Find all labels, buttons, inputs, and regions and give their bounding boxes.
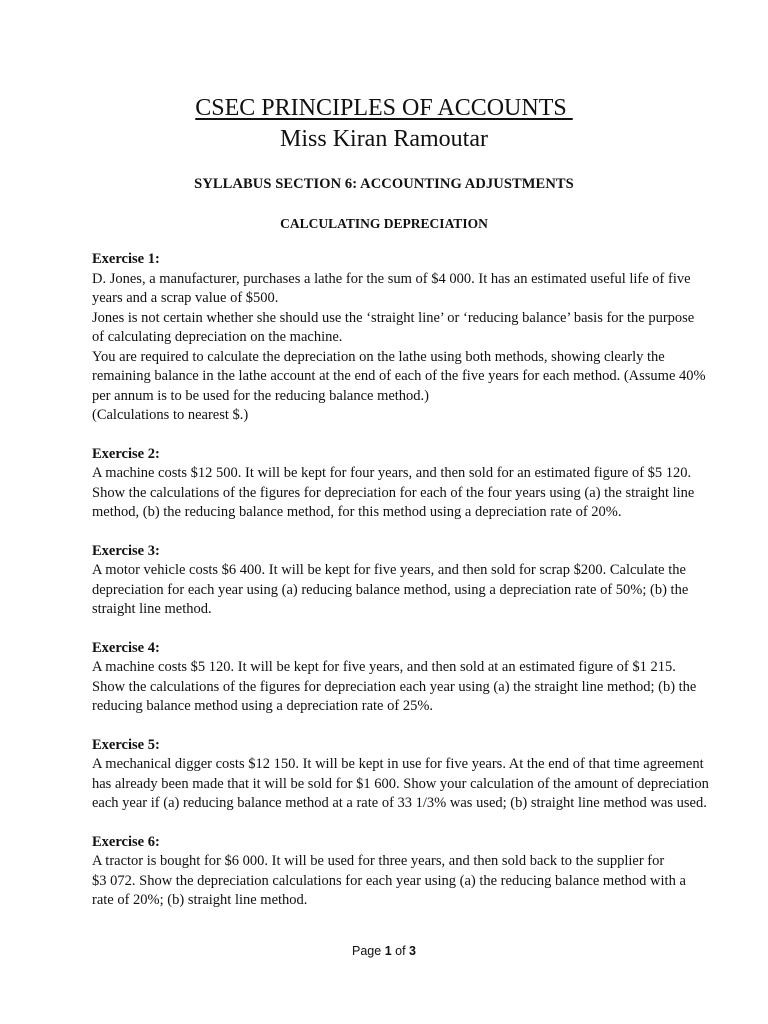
exercise-text-line: A mechanical digger costs $12 150. It will be kept in use for five years. At the end of that time agreement: [92, 756, 704, 772]
exercise-text-line: of calculating depreciation on the machine.: [92, 329, 343, 345]
exercise-text-line: Show the calculations of the figures for depreciation each year using (a) the straight line method; (b) the: [92, 678, 697, 695]
topic-heading: CALCULATING DEPRECIATION: [280, 216, 488, 231]
exercise-title: Exercise 5:: [92, 736, 160, 753]
exercise-text-line: years and a scrap value of $500.: [92, 290, 279, 306]
exercise-4: [92, 639, 697, 717]
total-pages-number: 3: [409, 944, 416, 958]
exercise-text-line: Jones is not certain whether she should use the ‘straight line’ or ‘reducing balance’ basis for the purpose: [92, 309, 695, 326]
exercise-text-line: depreciation for each year using (a) reducing balance method, using a depreciation rate of 50%; (b) the: [92, 581, 689, 598]
exercise-text-line: per annum is to be used for the reducing balance method.): [92, 387, 430, 404]
exercise-title: Exercise 3:: [92, 542, 160, 559]
exercise-text-line: Show the calculations of the figures for depreciation for each of the four years using (a) the straight line: [92, 484, 695, 501]
exercise-text-line: each year if (a) reducing balance method at a rate of 33 1/3% was used; (b) straight line method was used.: [92, 795, 707, 811]
exercise-1: [92, 250, 706, 426]
exercise-title: Exercise 6:: [92, 833, 160, 850]
exercise-text-line: D. Jones, a manufacturer, purchases a lathe for the sum of $4 000. It has an estimated useful life of five: [92, 270, 691, 287]
exercise-text-line: (Calculations to nearest $.): [92, 407, 249, 423]
page-word: Page: [352, 944, 382, 958]
of-word: of: [395, 944, 406, 958]
exercise-text-line: A machine costs $5 120. It will be kept for five years, and then sold at an estimated figure of $1 215.: [92, 659, 676, 675]
exercise-text-line: reducing balance method using a depreciation rate of 25%.: [92, 698, 434, 714]
exercise-text-line: A motor vehicle costs $6 400. It will be kept for five years, and then sold for scrap $200. Calculate the: [92, 562, 686, 578]
exercise-text-line: $3 072. Show the depreciation calculations for each year using (a) the reducing balance method with a: [92, 872, 686, 889]
course-title: CSEC PRINCIPLES OF ACCOUNTS: [195, 95, 573, 121]
section-heading: SYLLABUS SECTION 6: ACCOUNTING ADJUSTMENTS: [194, 176, 574, 192]
exercise-6: [92, 833, 692, 911]
exercise-text-line: A tractor is bought for $6 000. It will be used for three years, and then sold back to the supplier for: [92, 853, 665, 869]
exercise-title: Exercise 4:: [92, 639, 160, 656]
exercise-text-line: method, (b) the reducing balance method, for this method using a depreciation rate of 20%.: [92, 504, 622, 520]
exercise-2: [92, 445, 695, 523]
exercise-title: Exercise 2:: [92, 445, 160, 462]
teacher-name: Miss Kiran Ramoutar: [280, 126, 488, 152]
exercise-text-line: A machine costs $12 500. It will be kept for four years, and then sold for an estimated figure of $5 120.: [92, 465, 692, 481]
exercise-list: [92, 250, 709, 930]
title-block: [0, 94, 768, 153]
page-footer: [0, 944, 768, 958]
current-page-number: 1: [384, 944, 392, 958]
exercise-text-line: has already been made that it will be sold for $1 600. Show your calculation of the amount of depreciation: [92, 775, 709, 792]
exercise-3: [92, 542, 692, 620]
exercise-text-line: remaining balance in the lathe account at the end of each of the five years for each method. (Assume 40%: [92, 368, 706, 384]
exercise-5: [92, 736, 709, 814]
exercise-text-line: straight line method.: [92, 601, 212, 617]
exercise-text-line: rate of 20%; (b) straight line method.: [92, 892, 308, 908]
exercise-text-line: You are required to calculate the depreciation on the lathe using both methods, showing clearly the: [92, 348, 665, 365]
exercise-title: Exercise 1:: [92, 251, 160, 267]
